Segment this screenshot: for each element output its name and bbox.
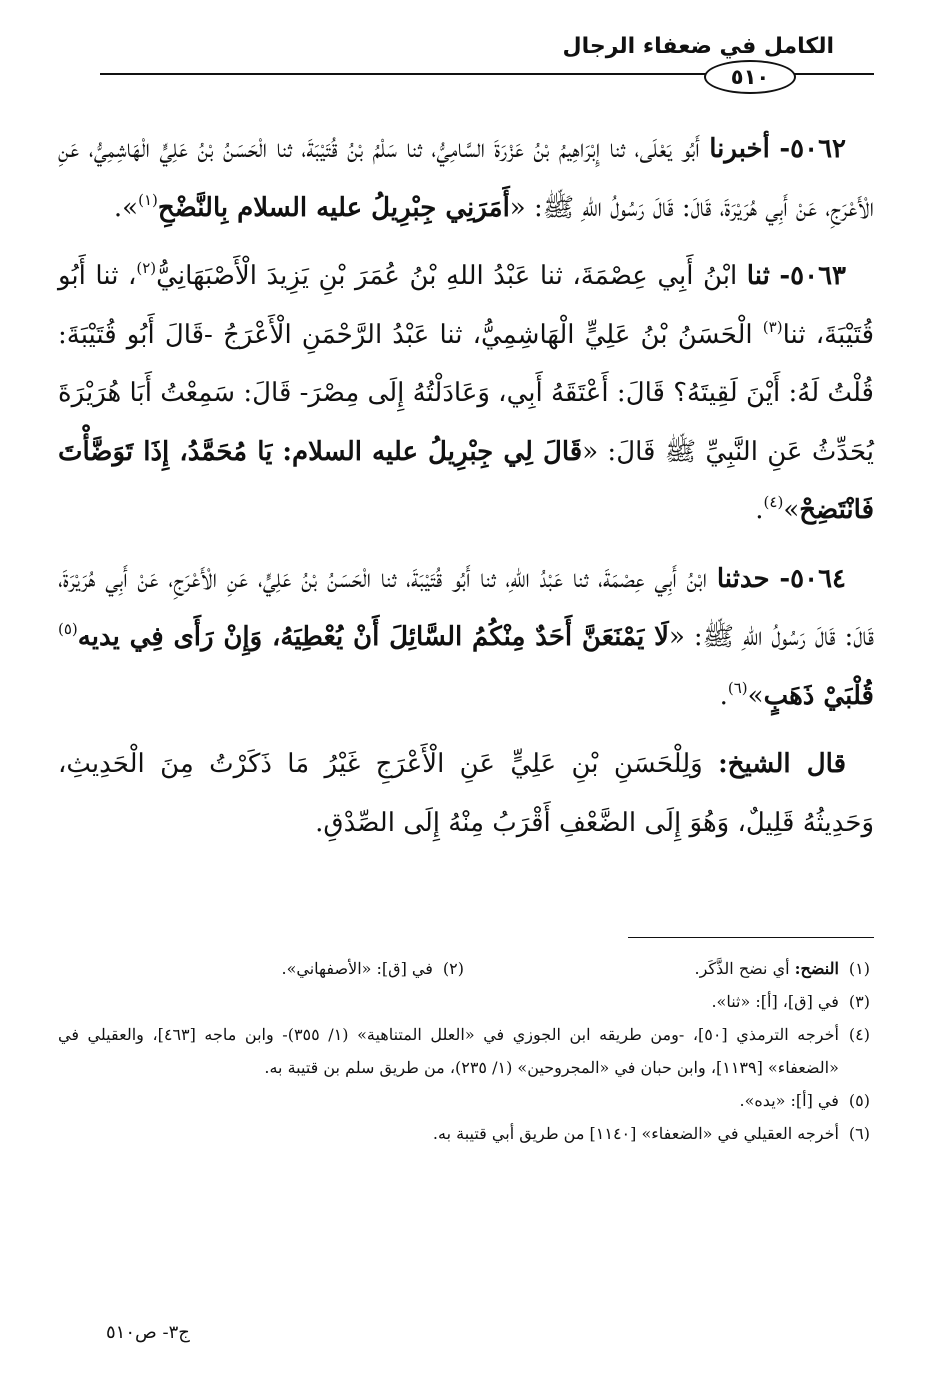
footnote-ref-5: (٥) [58,620,78,638]
footnote-separator [628,937,874,938]
hadith-text: قَالَ لِي جِبْرِيلُ عليه السلام: يَا مُحَمَّدُ، إِذَا تَوَضَّأْتَ فَانْتَضِحْ [58,436,874,525]
isnad-text: ابْنُ أَبِي عِصْمَةَ، ثنا عَبْدُ اللهِ بْنُ عُمَرَ بْنِ يَزِيدَ الْأَصْبَهَانِيُّ [156,261,738,291]
footnote-text: في [ق]: «الأصفهاني». [281,959,433,978]
period: . [719,680,728,711]
footnote-row [58,952,870,985]
footnote-body [464,952,839,985]
hadith-text: لَا يَمْنَعَنَّ أَحَدٌ مِنْكُمُ السَّائِلَ أَنْ يُعْطِيَهُ، وَإِنْ رَأَى فِي يديه [77,622,669,652]
transmission-term: أخبرنا [709,134,770,164]
footnote-number: (٣) [848,992,870,1011]
entry-number: ٥٠٦٣- [779,261,847,291]
footnote-number: (١) [848,959,870,978]
footnote-4 [58,1018,870,1084]
isnad-text: ، ثنا أَبُو قُتَيْبَةَ، ثنا [58,261,874,350]
quote-close: » [783,495,800,525]
entry-5064 [58,550,874,726]
hadith-text: أَمَرَنِي جِبْرِيلُ عليه السلام بِالنَّضْحِ [157,192,510,223]
entry-number: ٥٠٦٤- [779,563,847,594]
footnote-term: النضح: [794,959,839,978]
sheikh-comment [58,735,874,852]
footnote-6 [58,1117,870,1150]
transmission-term: حدثنا [716,563,770,594]
footnote-number: (٢) [442,959,464,978]
footnote-text: في [أ]: «يده». [739,1091,839,1110]
hadith-text: قُلْبَيْ ذَهَبٍ [763,680,874,711]
entry-number: ٥٠٦٢- [779,134,847,164]
period: . [755,495,764,525]
isnad-text: الْحَسَنُ بْنُ عَلِيٍّ الْهَاشِمِيُّ، ثنا عَبْدُ الرَّحْمَنِ الْأَعْرَجُ -قَالَ أَبُو قُتَيْبَةَ: قُلْتُ لَهُ: أَيْنَ لَقِيتَهُ؟ قَالَ: أَعْتَقَهُ أَبِي، وَعَادَلْتُهُ إِلَى مِصْرَ- قَالَ: سَمِعْتُ أَبَا هُرَيْرَةَ يُحَدِّثُ عَنِ النَّبِيِّ ﷺ قَالَ: « [58,319,874,467]
footnote-ref-3: (٣) [762,317,783,336]
entry-5063 [58,247,874,540]
volume-page-reference: ج٣- ص٥١٠ [106,1322,190,1343]
running-title: الكامل في ضعفاء الرجال [562,34,834,59]
footnote-number: (٦) [848,1124,870,1143]
footnote-ref-1: (١) [138,190,158,209]
isnad-text: أَبُو يَعْلَى، ثنا إِبْرَاهِيمُ بْنُ عَزْرَةَ السَّامِيُّ، ثنا سَلْمُ بْنُ قُتَيْبَةَ، ثنا الْحَسَنُ بْنُ عَلِيٍّ الْهَاشِمِيُّ، عَنِ الْأَعْرَجِ، عَنْ أَبِي هُرَيْرَةَ، قَالَ: قَالَ رَسُولُ اللهِ ﷺ: « [58,134,874,223]
sheikh-text: وَلِلْحَسَنِ بْنِ عَلِيٍّ عَنِ الْأَعْرَجِ غَيْرُ مَا ذَكَرْتُ مِنَ الْحَدِيثِ، وَحَدِيثُهُ قَلِيلٌ، وَهُوَ إِلَى الضَّعْفِ أَقْرَبُ مِنْهُ إِلَى الصِّدْقِ. [58,749,874,838]
entry-5062 [58,120,874,237]
footnote-number: (٥) [848,1091,870,1110]
sheikh-label: قال الشيخ: [718,749,847,779]
page-number-badge: ٥١٠ [704,60,796,94]
footnote-text: في [ق]، [أ]: «ثنا». [711,992,839,1011]
footnote-1 [464,952,870,985]
footnotes [58,952,870,1150]
footnote-3 [58,985,870,1018]
quote-close: » [747,680,764,711]
isnad-text: ابْنُ أَبِي عِصْمَةَ، ثنا عَبْدُ اللهِ، ثنا أَبُو قُتَيْبَةَ، ثنا الْحَسَنُ بْنُ عَلِيٍّ، عَنِ الْأَعْرَجِ، عَنْ أَبِي هُرَيْرَةَ، قَالَ: قَالَ رَسُولُ اللهِ ﷺ: « [58,563,874,652]
footnote-text: أخرجه العقيلي في «الضعفاء» [١١٤٠] من طريق أبي قتيبة به. [432,1124,839,1143]
footnote-ref-6: (٦) [727,678,748,697]
footnote-5 [58,1084,870,1117]
footnote-text: أخرجه الترمذي [٥٠]، -ومن طريقه ابن الجوزي في «العلل المتناهية» (١/ ٣٥٥)- وابن ماجه [٤٦٣]، والعقيلي في «الضعفاء» [١١٣٩]، وابن حبان في «المجروحين» (١/ ٢٣٥)، من طريق سلم بن قتيبة به. [58,1025,839,1077]
quote-close: ». [113,192,139,223]
footnote-number: (٤) [848,1025,870,1044]
main-text [58,120,874,862]
footnote-ref-2: (٢) [136,259,157,277]
footnote-ref-4: (٤) [763,493,784,511]
footnote-text: أي نضح الذَّكَر. [694,959,790,978]
footnote-2 [58,952,464,985]
transmission-term: ثنا [746,261,770,291]
